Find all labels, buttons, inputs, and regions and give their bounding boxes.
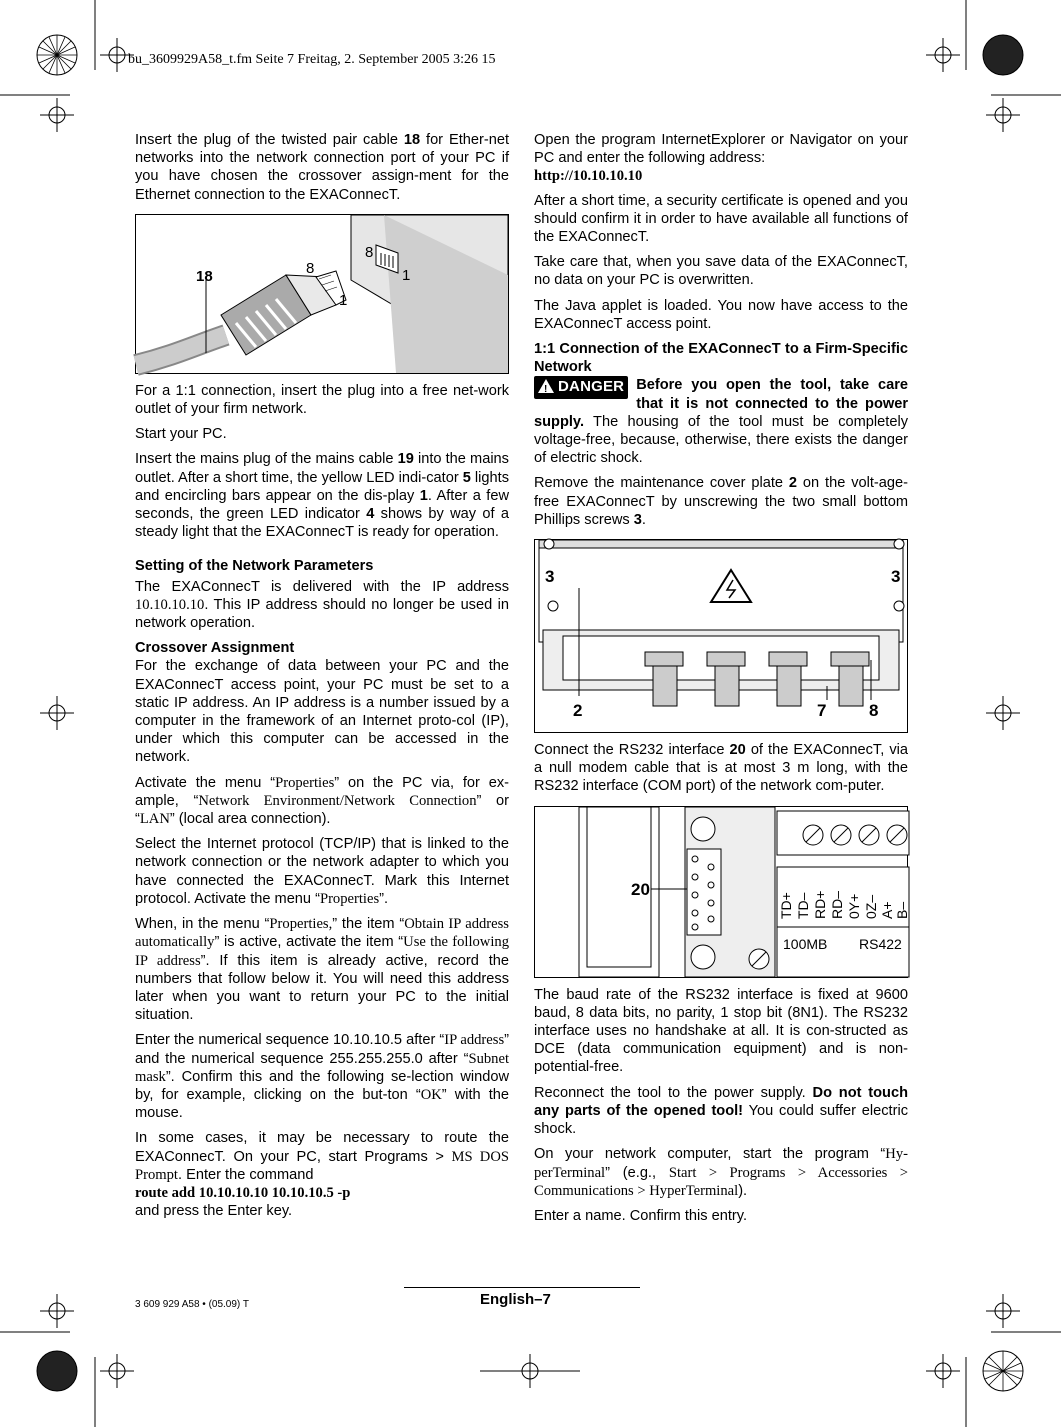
section-heading: Setting of the Network Parameters [135,558,374,575]
paragraph: On your network computer, start the program “Hy-perTerminal” (e.g., Start > Programs > Accessories > Communications > HyperTerminal). [534,1146,908,1199]
pin-label: 0Y+ [846,893,862,919]
danger-label: ! DANGER [534,376,628,398]
label-rs422: RS422 [859,935,902,952]
paragraph: Select the Internet protocol (TCP/IP) that is linked to the network connection or the network adapter to which you have connected the EXAConnecT. Mark this Internet protocol. Activate the menu “Properties”. [135,836,509,907]
cover-plate-drawing [535,540,907,732]
pin-label: 0Z– [863,894,879,919]
callout-8: 8 [306,259,315,277]
callout-1: 1 [402,266,411,284]
callout-3: 3 [545,567,555,587]
paragraph: Insert the plug of the twisted pair cable 18 for Ether-net networks into the network connection port of your PC if you have chosen the crossover assign-ment for the Ethernet connection to the EXAConnecT. [135,132,509,203]
paragraph: In some cases, it may be necessary to route the EXAConnecT. On your PC, start Programs > MS DOS Prompt. Enter the command route add 10.10.10.10 10.10.10.5 -p and press the Enter key. [135,1130,509,1220]
callout-7: 7 [817,701,827,721]
pin-label: RD– [829,890,845,919]
callout-20: 20 [631,879,650,899]
paragraph: Insert the mains plug of the mains cable 19 into the mains outlet. After a short time, the yellow LED indi-cator 5 lights and encircling bars appear on the dis-play 1. After a few seconds, the green LED indicator 4 shows by way of a steady light that the EXAConnecT is ready for operation. [135,451,510,541]
command-text: route add 10.10.10.10 10.10.10.5 -p [135,1184,351,1201]
page-number: English–7 [480,1291,551,1308]
paragraph: Remove the maintenance cover plate 2 on the volt-age-free EXAConnecT by unscrewing the two small bottom Phillips screws 3. [534,475,908,528]
section-heading: 1:1 Connection of the EXAConnecT to a Firm-Specific Network [534,341,908,376]
paragraph: After a short time, a security certificate is opened and you should confirm it in order to have available all functions of the EXAConnecT. [534,192,908,246]
right-column [534,131,908,1232]
footer-rule [404,1287,640,1288]
subsection-heading: Crossover Assignment [135,640,295,657]
ethernet-plug-figure [135,214,509,374]
paragraph: Activate the menu “Properties” on the PC via, for ex-ample, “Network Environment/Network Connection” or “LAN” (local area connection). [135,774,509,828]
pin-label: A+ [879,901,895,919]
callout-1: 1 [339,291,348,309]
pin-label: RD+ [812,890,828,919]
callout-18: 18 [196,267,213,285]
callout-8: 8 [365,243,374,261]
paragraph: Connect the RS232 interface 20 of the EXAConnecT, via a null modem cable that is at most 3 m long, with the RS232 interface (COM port) of the network com-puter. [534,742,908,795]
paragraph: When, in the menu “Properties,” the item “Obtain IP address automatically” is active, activate the item “Use the following IP address”. If this item is already active, record the numbers that follow below it. You will need this address later when you want to return your PC to the initial situation. [135,916,509,1024]
paragraph: For the exchange of data between your PC and the EXAConnecT access point, your PC must be set to a static IP address. An IP address is a number issued by a computer in the framework of an Internet proto-col (IP), under which this computer can be accessed in the network. [135,658,509,766]
ethernet-plug-drawing [136,215,508,373]
warning-icon: ! [538,379,554,393]
paragraph: Enter a name. Confirm this entry. [534,1207,748,1224]
starburst-mark-icon [37,35,77,75]
paragraph: Open the program InternetExplorer or Navigator on your PC and enter the following address: http://10.10.10.10 [534,132,908,185]
callout-2: 2 [573,701,583,721]
rs232-port-figure [534,806,908,978]
paragraph: The EXAConnecT is delivered with the IP address 10.10.10.10. This IP address should no longer be used in network operation. [135,578,509,632]
file-info-header: bu_3609929A58_t.fm Seite 7 Freitag, 2. September 2005 3:26 15 [128,52,496,67]
paragraph: For a 1:1 connection, insert the plug into a free net-work outlet of your firm network. [135,382,509,418]
paragraph: Reconnect the tool to the power supply. Do not touch any parts of the opened tool! You could suffer electric shock. [534,1084,908,1138]
paragraph: Enter the numerical sequence 10.10.10.5 after “IP address” and the numerical sequence 255.255.255.0 after “Subnet mask”. Confirm this and the following se-lection window by, for example, clicking on the but-ton “OK” with the mouse. [135,1032,509,1122]
callout-3: 3 [891,567,901,587]
rs232-port-drawing [535,807,910,977]
cover-plate-figure [534,539,908,733]
paragraph: The Java applet is loaded. You now have access to the EXAConnecT access point. [534,297,908,332]
label-100mb: 100MB [783,935,828,952]
paragraph: ! DANGER Before you open the tool, take care that it is not connected to the power supply. The housing of the tool must be completely voltage-free, because, otherwise, there exists the danger of electric shock. [534,377,908,467]
paragraph: Take care that, when you save data of the EXAConnecT, no data on your PC is overwritten. [534,254,908,289]
callout-8: 8 [869,701,879,721]
pin-label: TD– [795,892,811,919]
paragraph: Start your PC. [135,426,227,443]
left-column [135,131,509,1220]
paragraph: The baud rate of the RS232 interface is fixed at 9600 baud, 8 data bits, no parity, 1 stop bit (8N1). The RS232 interface uses no handshake at all. It is con-structed as DCE (data communication equipment) and is non-potential-free. [534,986,908,1076]
pin-label: TD+ [778,891,794,919]
url-text: http://10.10.10.10 [534,168,643,185]
doc-code: 3 609 929 A58 • (05.09) T [135,1299,249,1310]
pin-label: B– [894,901,910,919]
